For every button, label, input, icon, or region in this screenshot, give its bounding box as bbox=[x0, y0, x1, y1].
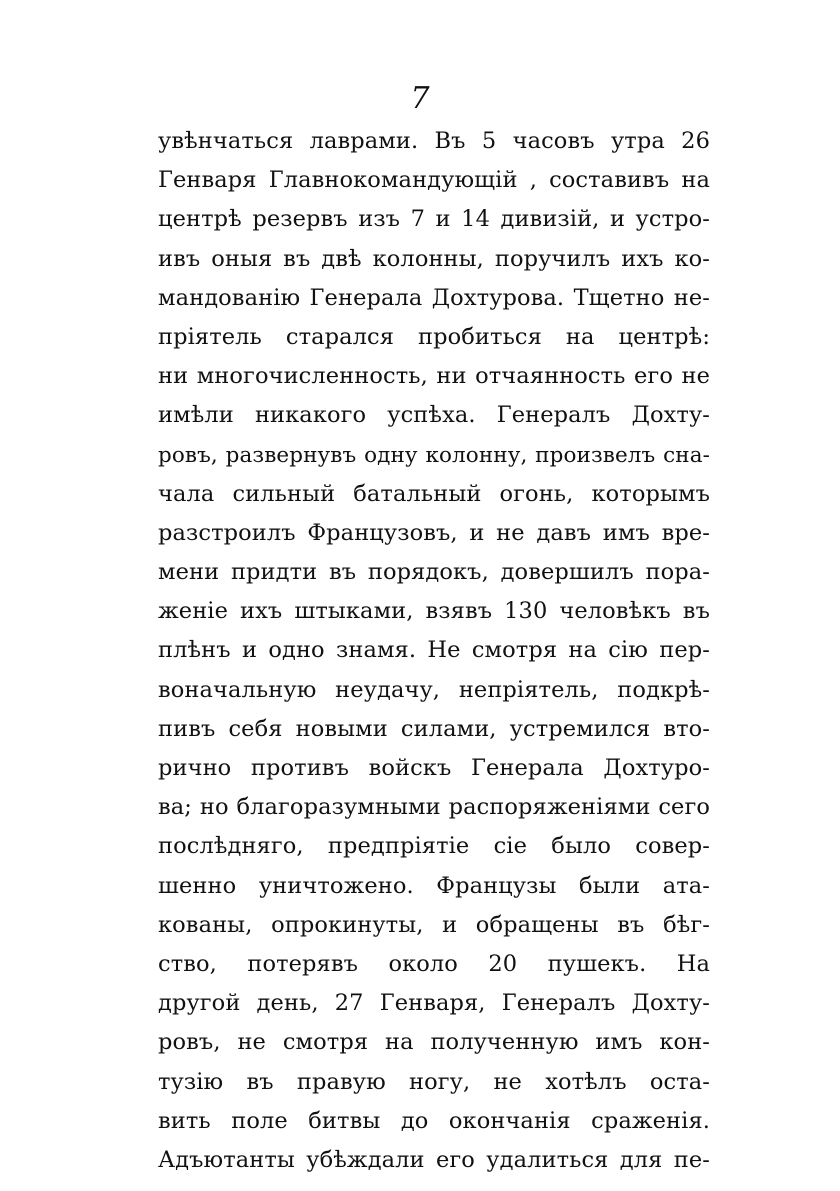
text-line: центрѣ резервъ изъ 7 и 14 дивизій, и устро- bbox=[158, 206, 710, 233]
text-line: вить поле битвы до окончанія сраженія. bbox=[158, 1107, 710, 1134]
text-line: Адъютанты убѣждали его удалиться для пе- bbox=[158, 1146, 710, 1173]
text-line: ство, потерявъ около 20 пушекъ. На bbox=[158, 950, 710, 977]
text-line: увѣнчаться лаврами. Въ 5 часовъ утра 26 bbox=[158, 128, 710, 154]
text-line: женіе ихъ штыками, взявъ 130 человѣкъ въ bbox=[158, 598, 710, 625]
text-line: ни многочисленность, ни отчаянность его не bbox=[158, 363, 710, 390]
text-line: ровъ, развернувъ одну колонну, произвелъ сна- bbox=[158, 442, 710, 468]
text-line: плѣнъ и одно знамя. Не смотря на сію пер- bbox=[158, 637, 710, 664]
text-line: другой день, 27 Генваря, Генералъ Дохту- bbox=[158, 990, 710, 1017]
text-line: рично противъ войскъ Генерала Дохтуро- bbox=[158, 755, 710, 781]
text-line: пивъ себя новыми силами, устремился вто- bbox=[158, 715, 710, 742]
text-line: послѣдняго, предпріятіе сіе было совер- bbox=[158, 833, 710, 860]
page-number: 7 bbox=[410, 81, 430, 116]
body-text bbox=[158, 122, 710, 1180]
text-line: чала сильный батальный огонь, которымъ bbox=[158, 480, 710, 507]
text-line: мандованію Генерала Дохтурова. Тщетно не- bbox=[158, 284, 710, 311]
text-line: ивъ оныя въ двѣ колонны, поручилъ ихъ ко- bbox=[158, 245, 710, 272]
text-line: ровъ, не смотря на полученную имъ кон- bbox=[158, 1029, 710, 1056]
text-line: воначальную неудачу, непріятель, подкрѣ- bbox=[158, 676, 710, 703]
text-line: ва; но благоразумными распоряженіями сего bbox=[158, 794, 710, 821]
text-line: тузію въ правую ногу, не хотѣлъ оста- bbox=[158, 1068, 710, 1095]
text-line: имѣли никакого успѣха. Генералъ Дохту- bbox=[158, 402, 710, 429]
text-line: пріятель старался пробиться на центрѣ: bbox=[158, 323, 710, 350]
text-line: шенно уничтожено. Французы были ата- bbox=[158, 872, 710, 899]
text-line: кованы, опрокинуты, и обращены въ бѣг- bbox=[158, 911, 710, 938]
text-line: разстроилъ Французовъ, и не давъ имъ вре- bbox=[158, 519, 710, 546]
text-line: Генваря Главнокомандующій , составивъ на bbox=[158, 167, 710, 194]
text-line: мени придти въ порядокъ, довершилъ пора- bbox=[158, 559, 710, 586]
